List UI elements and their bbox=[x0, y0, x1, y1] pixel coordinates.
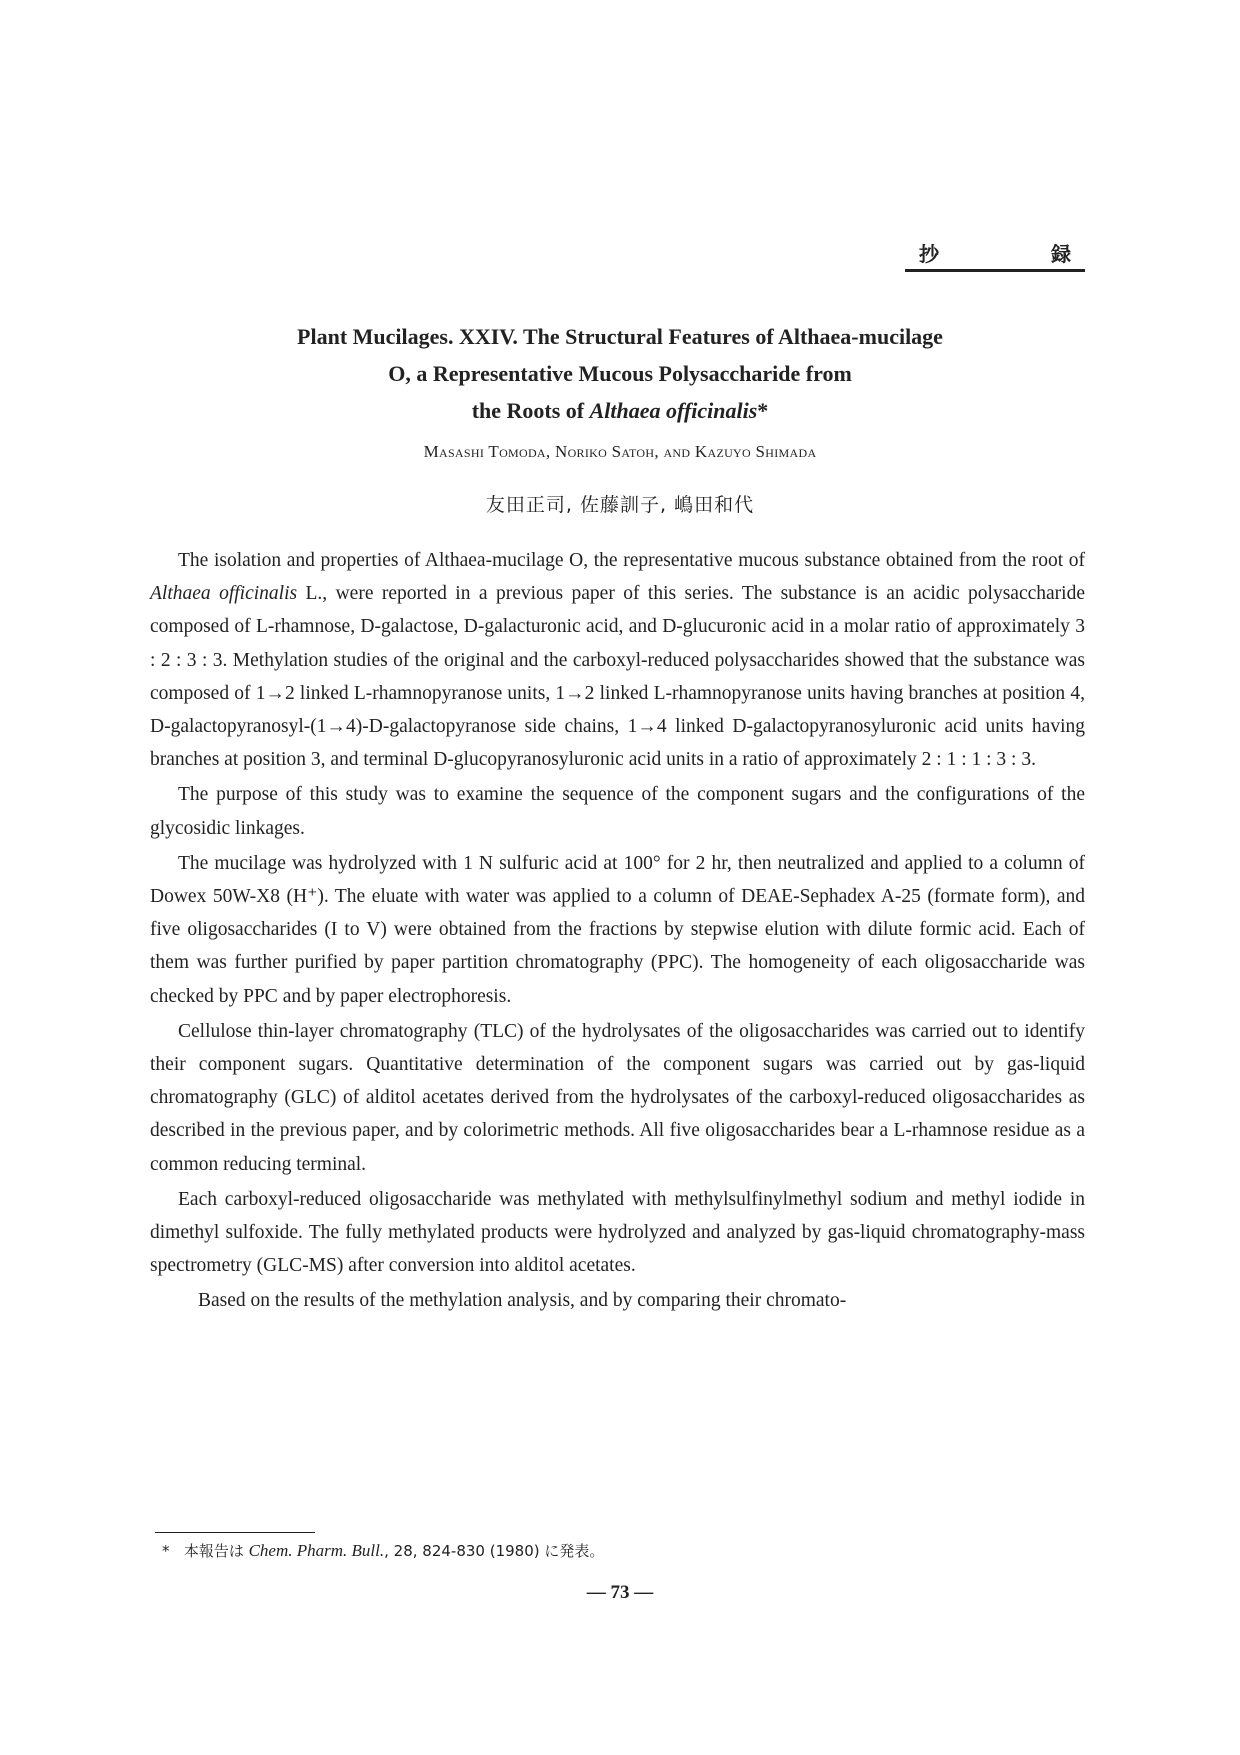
section-label-left: 抄 bbox=[919, 244, 939, 266]
paragraph-1: The isolation and properties of Althaea-mucilage O, the representative mucous substance obtained from the root of Althaea officinalis L., were reported in a previous paper of this series. The substance is an acidic polysaccharide composed of L-rhamnose, D-galactose, D-galacturonic acid, and D-glucuronic acid in a molar ratio of approximately 3 : 2 : 3 : 3. Methylation studies of the original and the carboxyl-reduced polysaccharides showed that the substance was composed of 1→2 linked L-rhamnopyranose units, 1→2 linked L-rhamnopyranose units having branches at position 4, D-galactopyranosyl-(1→4)-D-galactopyranose side chains, 1→4 linked D-galactopyranosyluronic acid units having branches at position 3, and terminal D-glucopyranosyluronic acid units in a ratio of approximately 2 : 1 : 1 : 3 : 3. bbox=[150, 550, 1085, 771]
footnote-divider bbox=[155, 1532, 315, 1533]
section-label-right: 録 bbox=[1051, 244, 1071, 266]
species-name: Althaea officinalis bbox=[150, 583, 298, 605]
paragraph-2: The purpose of this study was to examine the sequence of the component sugars and the configurations of the glycosidic linkages. bbox=[150, 784, 1085, 839]
title-line-3: the Roots of Althaea officinalis* bbox=[471, 398, 769, 423]
title-line-2: O, a Representative Mucous Polysaccharide from bbox=[388, 361, 852, 386]
title-footnote-marker: * bbox=[757, 398, 769, 423]
paragraph-6: Based on the results of the methylation analysis, and by comparing their chromato- bbox=[198, 1290, 847, 1312]
paragraph-4: Cellulose thin-layer chromatography (TLC) of the hydrolysates of the oligosaccharides was carried out to identify their component sugars. Quantitative determination of the component sugars was carried out by gas-liquid chromatography (GLC) of alditol acetates derived from the hydrolysates of the carboxyl-reduced oligosaccharides as described in the previous paper, and by colorimetric methods. All five oligosaccharides bear a L-rhamnose residue as a common reducing terminal. bbox=[150, 1020, 1085, 1175]
authors-japanese: 友田正司, 佐藤訓子, 嶋田和代 bbox=[485, 494, 755, 516]
paragraph-3: The mucilage was hydrolyzed with 1 N sulfuric acid at 100° for 2 hr, then neutralized and applied to a column of Dowex 50W-X8 (H⁺). The eluate with water was applied to a column of DEAE-Sephadex A-25 (formate form), and five oligosaccharides (I to V) were obtained from the fractions by stepwise elution with dilute formic acid. Each of them was further purified by paper partition chromatography (PPC). The homogeneity of each oligosaccharide was checked by PPC and by paper electrophoresis. bbox=[150, 852, 1085, 1007]
authors: Masashi Tomoda, Noriko Satoh, and Kazuyo Shimada bbox=[423, 442, 817, 461]
title-species: Althaea officinalis bbox=[589, 398, 758, 423]
title-line-1: Plant Mucilages. XXIV. The Structural Features of Althaea-mucilage bbox=[297, 324, 943, 349]
article-title bbox=[150, 318, 1090, 429]
journal-name: Chem. Pharm. Bull. bbox=[248, 1541, 385, 1560]
page-number: — 73 — bbox=[586, 1582, 654, 1603]
footnote: * 本報告は Chem. Pharm. Bull., 28, 824-830 (1980) に発表。 bbox=[162, 1541, 605, 1560]
article-body bbox=[150, 544, 1085, 1320]
footnote-marker: * bbox=[162, 1542, 170, 1560]
paragraph-5: Each carboxyl-reduced oligosaccharide was methylated with methylsulfinylmethyl sodium and methyl iodide in dimethyl sulfoxide. The fully methylated products were hydrolyzed and analyzed by gas-liquid chromatography-mass spectrometry (GLC-MS) after conversion into alditol acetates. bbox=[150, 1188, 1085, 1277]
section-label bbox=[905, 236, 1085, 272]
